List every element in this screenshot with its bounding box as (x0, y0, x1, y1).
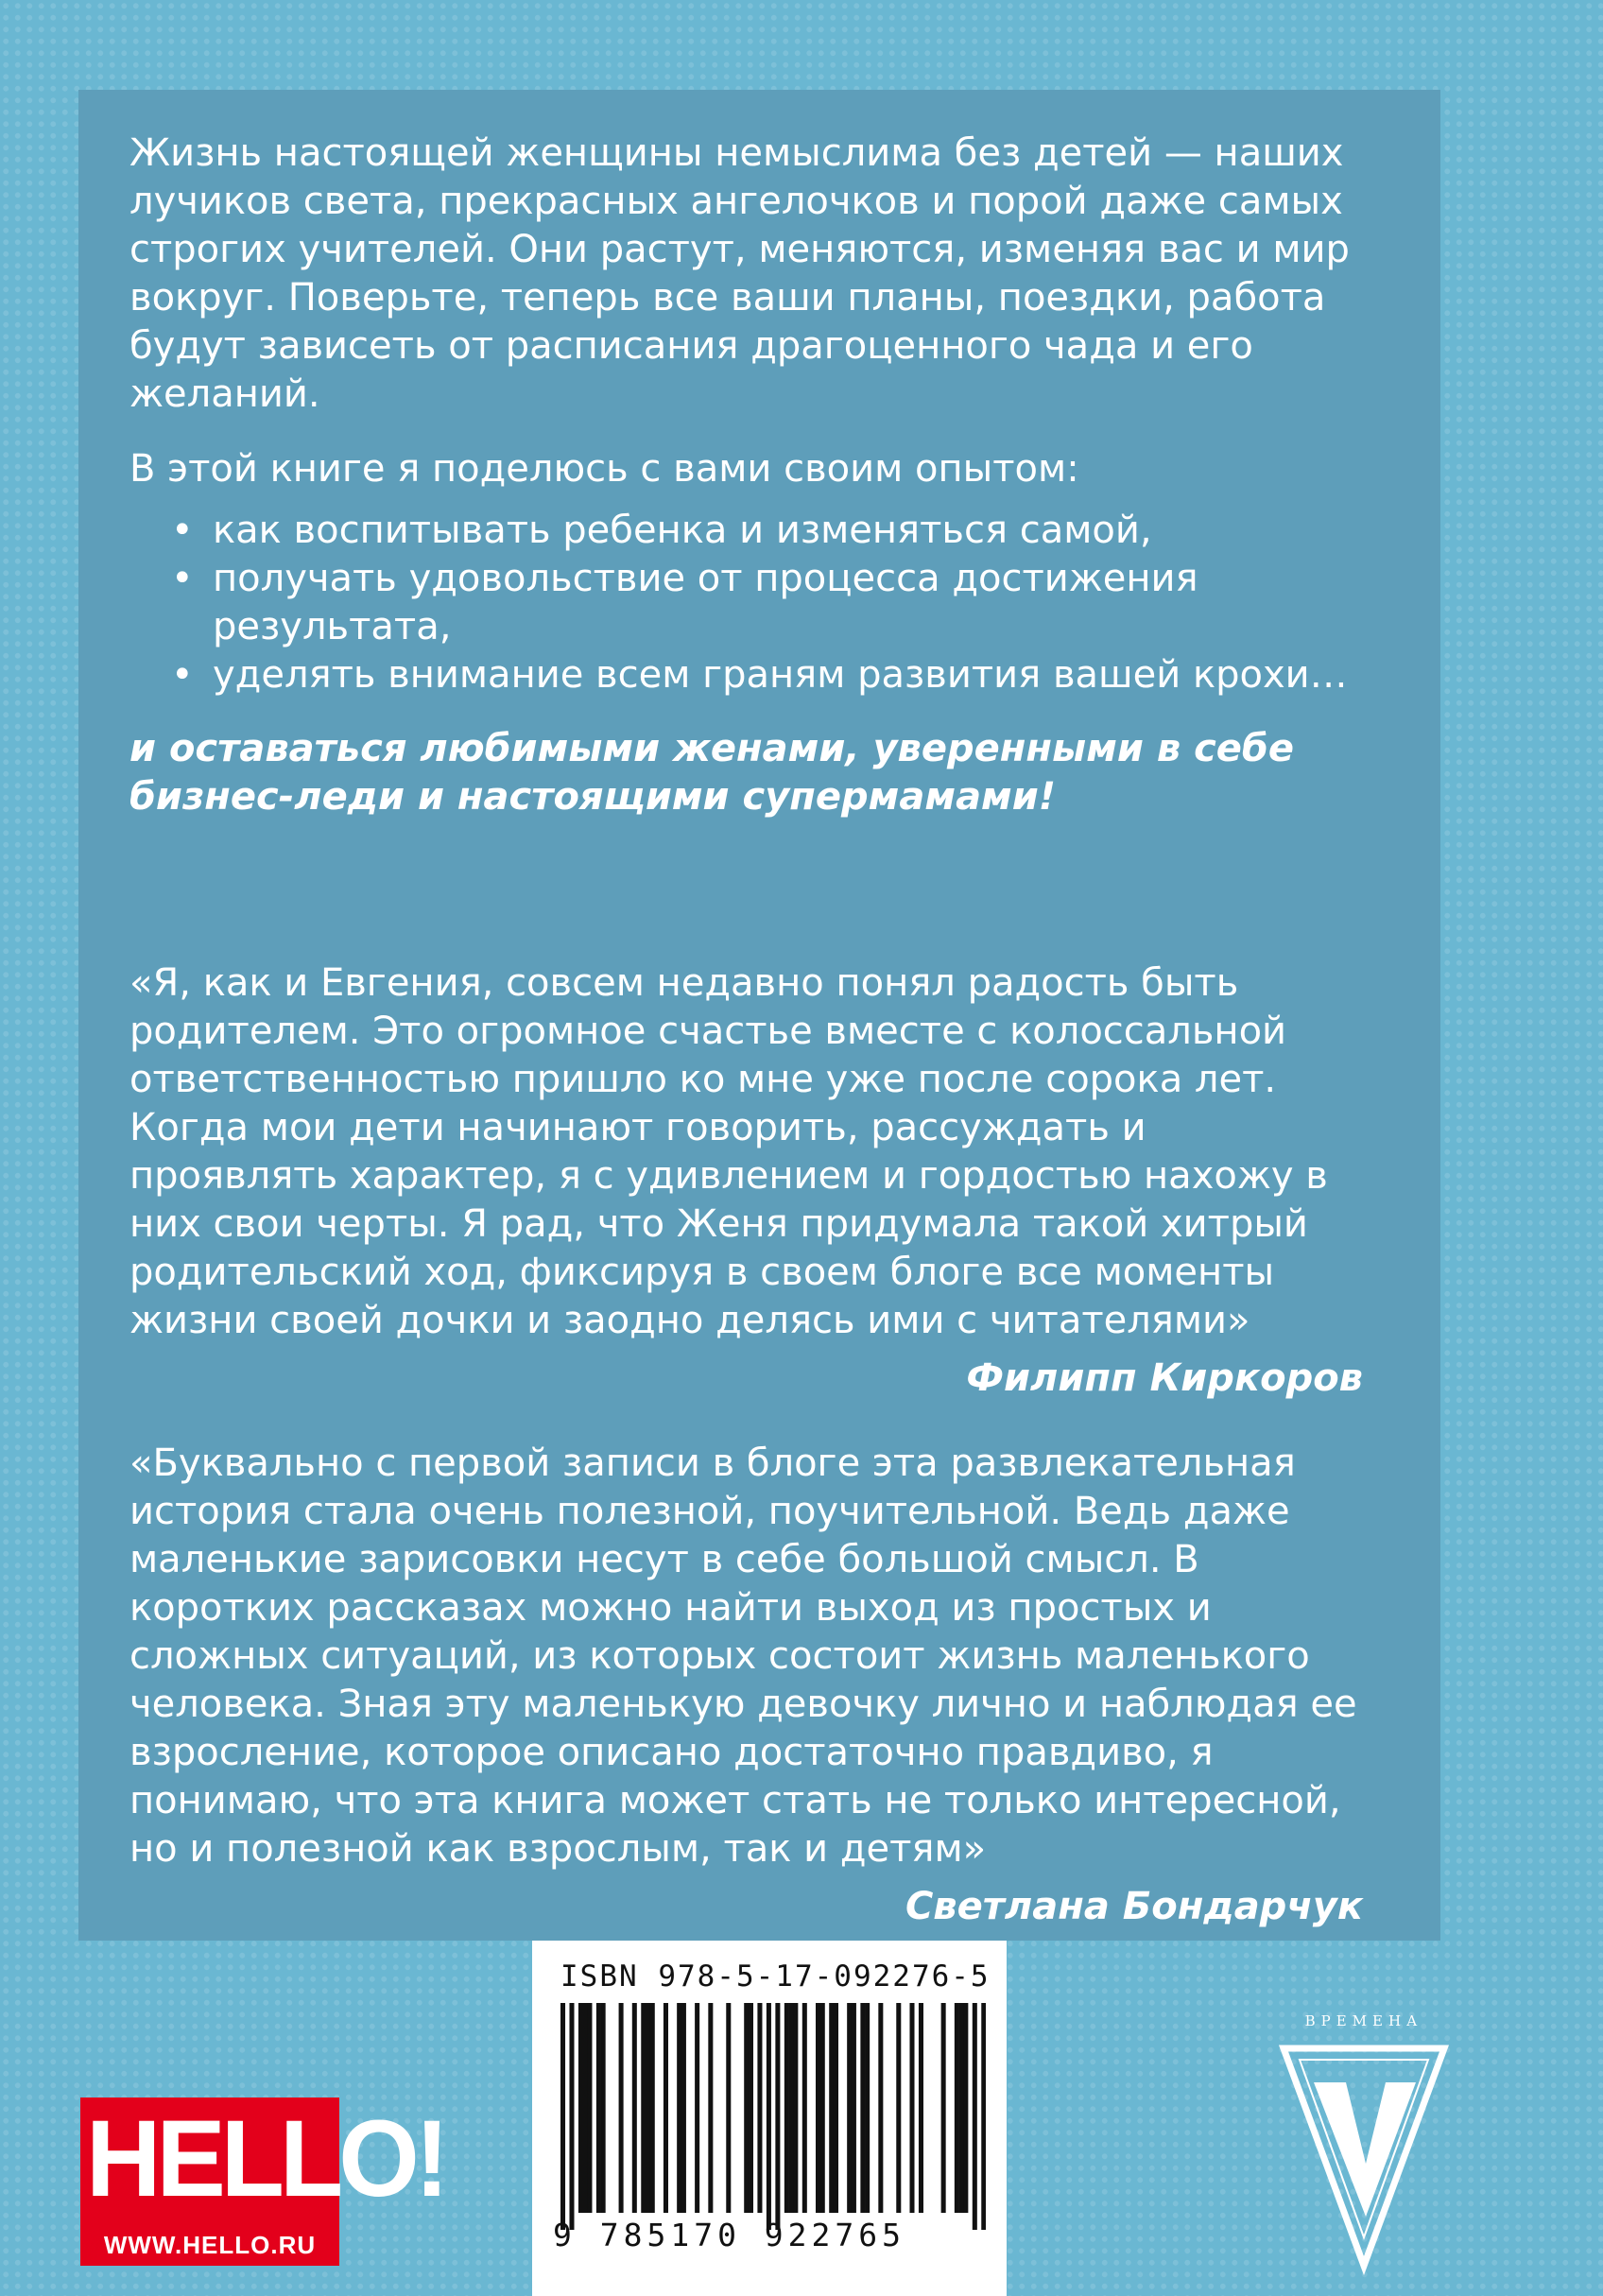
barcode-bar (560, 2003, 565, 2230)
barcode-bar (784, 2003, 789, 2213)
testimonial-text: «Буквально с первой записи в блоге эта развлекательная история стала очень полезной, поучительной. Ведь даже маленькие зарисовки несут в себе большой смысл. В коротких рассказах можно найти выход из простых и сложных ситуаций, из которых состоит жизнь маленького человека. Зная эту маленькую девочку лично и наблюдая ее взросление, которое описано достаточно правдиво, я понимаю, что эта книга может стать не только интересной, но и полезной как взрослым, так и детям» (129, 1441, 1357, 1871)
barcode-bar (646, 2003, 650, 2213)
barcode-bar (834, 2003, 838, 2213)
barcode-bar (650, 2003, 655, 2213)
barcode-bar (708, 2003, 713, 2213)
hello-logo-word: HELLO! (86, 2097, 445, 2220)
barcode-bar (941, 2003, 946, 2213)
barcode-bar (963, 2003, 968, 2213)
bullet-item: • получать удовольствие от процесса достижения результата, (171, 555, 1363, 651)
v-triangle-icon (1274, 2012, 1454, 2277)
barcode-bar (596, 2003, 601, 2213)
isbn-barcode (532, 1941, 1007, 2296)
barcode-bar (981, 2003, 986, 2230)
barcode-bar (820, 2003, 825, 2213)
barcode-bar (749, 2003, 753, 2213)
emphasis-text: и оставаться любимыми женами, уверенными в себе бизнес-леди и настоящими супермамами! (129, 727, 1294, 819)
hello-magazine-logo (80, 2097, 445, 2266)
barcode-bar (896, 2003, 901, 2213)
barcode-bar (829, 2003, 834, 2213)
barcode-bar (973, 2003, 977, 2230)
barcode-bar (641, 2003, 646, 2213)
testimonial-bondarchuk (129, 1440, 1363, 1931)
testimonial-kirkorov (129, 959, 1363, 1403)
barcode-bar (816, 2003, 820, 2213)
barcode-bar (802, 2003, 807, 2213)
barcode-bar (587, 2003, 592, 2213)
barcode-bar (955, 2003, 959, 2213)
bullet-item: • как воспитывать ребенка и изменяться самой, (171, 507, 1363, 555)
barcode-bar (569, 2003, 574, 2230)
ean-digits: 9 785170 922765 (553, 2217, 906, 2253)
barcode-bar (583, 2003, 588, 2213)
testimonial-text: «Я, как и Евгения, совсем недавно понял радость быть родителем. Это огромное счастье вместе с колоссальной ответственностью пришло ко мне уже после сорока лет. Когда мои дети начинают говорить, рассуждать и проявлять характер, я с удивлением и гордостью нахожу в них свои черты. Я рад, что Женя придумала такой хитрый родительский ход, фиксируя в своем блоге все моменты жизни своей дочки и заодно делясь ими с читателями» (129, 961, 1328, 1342)
barcode-bar (919, 2003, 923, 2213)
isbn-label: ISBN 978-5-17-092276-5 (560, 1959, 991, 1994)
barcode-bar (578, 2003, 583, 2213)
barcode-bar (677, 2003, 681, 2213)
bullet-list (129, 507, 1363, 699)
barcode-bar (664, 2003, 668, 2213)
vremena-publisher-logo (1274, 2012, 1454, 2277)
back-cover-text-panel (78, 90, 1440, 1941)
barcode-bar (601, 2003, 606, 2213)
barcode-bar (726, 2003, 731, 2213)
annotation (129, 129, 1363, 821)
barcode-bar (789, 2003, 794, 2213)
bullet-item: • уделять внимание всем граням развития вашей крохи… (171, 651, 1363, 699)
barcode-bar (632, 2003, 637, 2213)
barcode-bar (681, 2003, 686, 2213)
barcode-bar (695, 2003, 699, 2213)
publisher-name: ВРЕМЕНА (1304, 2012, 1423, 2029)
hello-logo-url: WWW.HELLO.RU (103, 2231, 317, 2259)
barcode-bar (852, 2003, 856, 2213)
testimonial-author: Светлана Бондарчук (905, 1885, 1363, 1928)
barcode-bar (757, 2003, 762, 2213)
barcode-bar (959, 2003, 964, 2213)
barcode-bar (793, 2003, 798, 2213)
barcode-bar (878, 2003, 883, 2213)
barcode-bar (767, 2003, 771, 2230)
intro-paragraph: Жизнь настоящей женщины немыслима без детей — наших лучиков света, прекрасных ангелочков и порой даже самых строгих учителей. Они растут, меняются, изменяя вас и мир вокруг. Поверьте, теперь все ваши планы, поездки, работа будут зависеть от расписания драгоценного чада и его желаний. (129, 131, 1350, 416)
barcode-bar (744, 2003, 749, 2213)
barcode-bar (860, 2003, 865, 2213)
barcode-bar (619, 2003, 624, 2213)
barcode-bar (847, 2003, 852, 2213)
testimonial-author: Филипп Киркоров (966, 1356, 1363, 1400)
barcode-bar (909, 2003, 914, 2213)
barcode-bar (865, 2003, 870, 2213)
barcode-bars (560, 2003, 986, 2230)
lead-in-text: В этой книге я поделюсь с вами своим опытом: (129, 447, 1079, 491)
barcode-bar (775, 2003, 780, 2230)
